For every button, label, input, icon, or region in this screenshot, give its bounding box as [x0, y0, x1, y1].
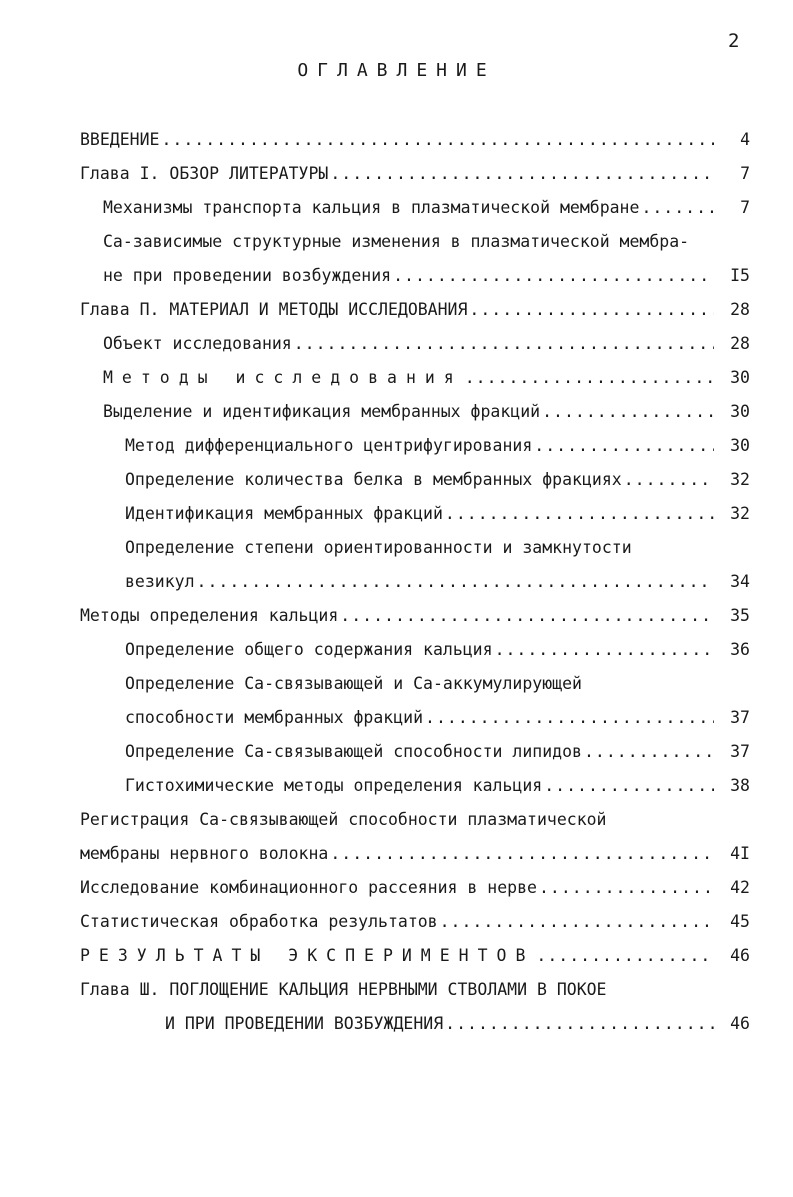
- toc-entry-text: Глава I. ОБЗОР ЛИТЕРАТУРЫ: [80, 164, 329, 183]
- toc-entry-page: 30: [730, 402, 750, 421]
- toc-entry: [125, 467, 750, 493]
- toc-entry-text: Определение Са-связывающей и Са-аккумулирующей: [125, 674, 582, 693]
- toc-entry: [125, 535, 750, 561]
- toc-entry-text: Регистрация Са-связывающей способности плазматической: [80, 810, 607, 829]
- toc-entry-page: 30: [730, 436, 750, 455]
- toc-entry-text: Определение Са-связывающей способности липидов: [125, 742, 582, 761]
- toc-entry: [103, 399, 750, 425]
- toc-entry-page: 4I: [730, 844, 750, 863]
- toc-entry: [80, 161, 750, 187]
- toc-entry-text: Определение количества белка в мембранных фракциях: [125, 470, 622, 489]
- toc-entry: [80, 977, 750, 1003]
- toc-entry: [80, 127, 750, 153]
- toc-entry: [80, 297, 750, 323]
- toc-entry-text: Определение степени ориентированности и замкнутости: [125, 538, 632, 557]
- toc-entry-text: способности мембранных фракций: [125, 708, 424, 727]
- toc-entry-text: Метод дифференциального центрифугирования: [125, 436, 533, 455]
- toc-entry-text: Гистохимические методы определения кальция: [125, 776, 543, 795]
- toc-entry: [80, 909, 750, 935]
- toc-entry-page: 28: [730, 300, 750, 319]
- toc-entry-text: везикул: [125, 572, 195, 591]
- toc-entry: [125, 671, 750, 697]
- toc-entry-page: 42: [730, 878, 750, 897]
- toc-entry-page: 46: [730, 1014, 750, 1033]
- toc-entry: [125, 773, 750, 799]
- toc-entry: [80, 841, 750, 867]
- toc-entry: [125, 569, 750, 595]
- toc-entry: [80, 875, 750, 901]
- toc-entry: [80, 807, 750, 833]
- toc-entry-page: 32: [730, 470, 750, 489]
- toc-entry-text: И ПРИ ПРОВЕДЕНИИ ВОЗБУЖДЕНИЯ: [165, 1014, 444, 1033]
- toc-entry-text: Выделение и идентификация мембранных фракций: [103, 402, 541, 421]
- toc-entry-text: Глава П. МАТЕРИАЛ И МЕТОДЫ ИССЛЕДОВАНИЯ: [80, 300, 468, 319]
- toc-entry: [80, 603, 750, 629]
- toc-entry-page: 35: [730, 606, 750, 625]
- toc-entry-text: РЕЗУЛЬТАТЫ ЭКСПЕРИМЕНТОВ: [80, 946, 535, 965]
- toc-entry-page: 37: [730, 742, 750, 761]
- toc-entry: [165, 1011, 750, 1037]
- toc-entry-text: Са-зависимые структурные изменения в плазматической мембра-: [103, 232, 690, 251]
- toc-entry-text: Методы определения кальция: [80, 606, 339, 625]
- toc-entry-text: мембраны нервного волокна: [80, 844, 329, 863]
- toc-entry: [80, 943, 750, 969]
- toc-entry-text: Объект исследования: [103, 334, 292, 353]
- toc-entry-page: 37: [730, 708, 750, 727]
- toc-entry: [125, 637, 750, 663]
- toc-entry-text: Глава Ш. ПОГЛОЩЕНИЕ КАЛЬЦИЯ НЕРВНЫМИ СТВОЛАМИ В ПОКОЕ: [80, 980, 607, 999]
- toc-entry-page: 7: [740, 164, 750, 183]
- toc-entry-page: 38: [730, 776, 750, 795]
- toc-entry-page: 32: [730, 504, 750, 523]
- toc-entry: [103, 195, 750, 221]
- toc-entry-text: ВВЕДЕНИЕ: [80, 130, 160, 149]
- toc-entry-page: 28: [730, 334, 750, 353]
- page-number: 2: [728, 30, 740, 52]
- toc-entry-text: Исследование комбинационного рассеяния в нерве: [80, 878, 537, 897]
- toc-entry-page: 30: [730, 368, 750, 387]
- toc-entry: [125, 433, 750, 459]
- toc-entry-page: 46: [730, 946, 750, 965]
- toc-entry: [125, 501, 750, 527]
- toc-entry: [103, 229, 750, 255]
- toc-entry-text: не при проведении возбуждения: [103, 266, 392, 285]
- toc-entry-page: 4: [740, 130, 750, 149]
- toc-entry-page: 36: [730, 640, 750, 659]
- toc-entry-text: Механизмы транспорта кальция в плазматической мембране: [103, 198, 640, 217]
- toc-entry-text: Идентификация мембранных фракций: [125, 504, 443, 523]
- toc-entry: [125, 705, 750, 731]
- toc-title: ОГЛАВЛЕНИЕ: [297, 60, 496, 81]
- toc-entry: [125, 739, 750, 765]
- toc-entry-text: Методы исследования: [103, 368, 463, 387]
- toc-entry-page: I5: [730, 266, 750, 285]
- toc-entry-page: 45: [730, 912, 750, 931]
- toc-entry-text: Статистическая обработка результатов: [80, 912, 438, 931]
- toc-entry: [103, 331, 750, 357]
- toc-entry-text: Определение общего содержания кальция: [125, 640, 493, 659]
- toc-entry-page: 34: [730, 572, 750, 591]
- toc-entry: [103, 263, 750, 289]
- toc-entry: [103, 365, 750, 391]
- toc-entry-page: 7: [740, 198, 750, 217]
